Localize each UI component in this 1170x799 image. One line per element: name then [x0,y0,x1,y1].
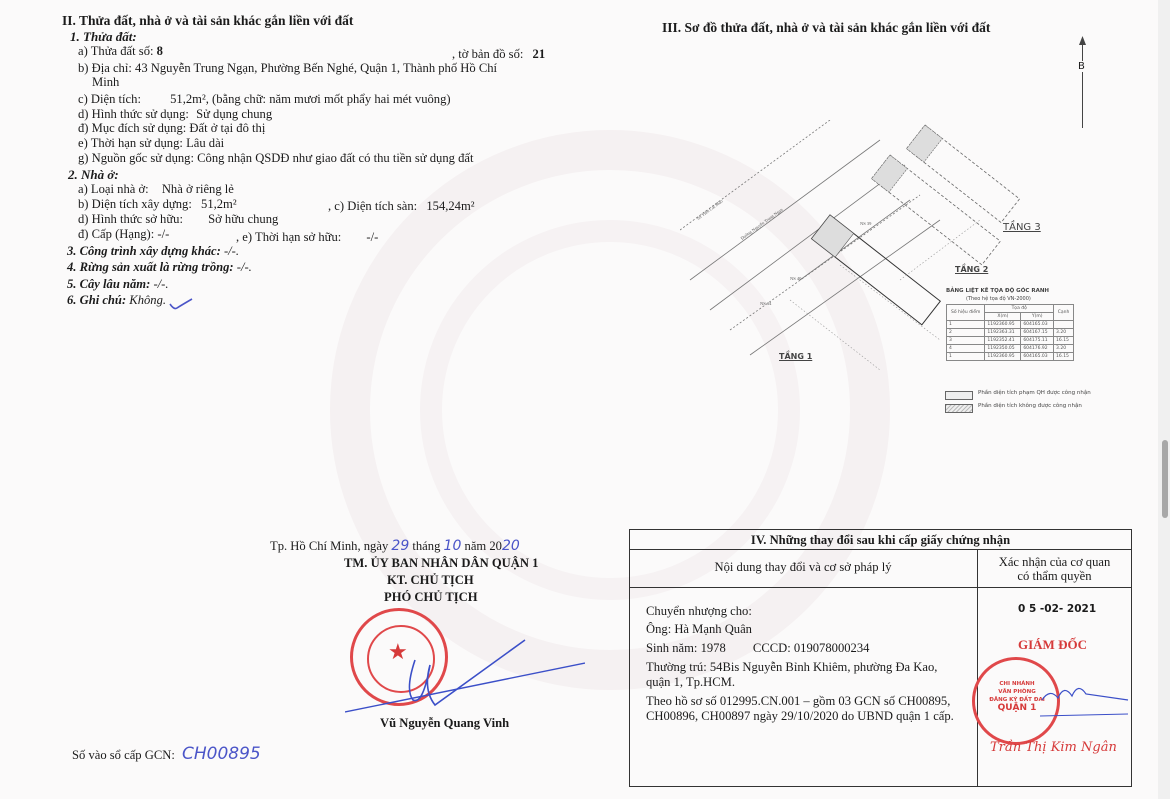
office-stamp-text: CHI NHÁNH VĂN PHÒNG ĐĂNG KÝ ĐẤT ĐAI QUẬN 1 [989,681,1045,713]
section3-title: III. Sơ đồ thửa đất, nhà ở và tài sản khác gắn liền với đất [662,20,991,35]
other-construction: 3. Công trình xây dựng khác: -/-. [67,244,240,258]
confirm-date: 0 5 -02- 2021 [1018,603,1097,615]
planted-forest: 4. Rừng sản xuất là rừng trồng: -/-. [67,260,252,274]
table-row: 2 1192363.31 604167.15 3.20 [947,329,1074,337]
usage-form: d) Hình thức sử dụng: Sử dụng chung [78,107,273,121]
north-arrow-icon [1078,36,1087,46]
north-label: B [1078,61,1085,72]
coord-table-subtitle: (Theo hệ tọa độ VN-2000) [966,296,1031,302]
land-area: c) Diện tích: 51,2m², (bằng chữ: năm mươi mốt phẩy hai mét vuông) [78,92,451,106]
section4-title: IV. Những thay đổi sau khi cấp giấy chứng nhận [750,533,1011,547]
svg-text:NS 39: NS 39 [860,221,872,226]
svg-text:Đường Nguyễn Trung Ngạn: Đường Nguyễn Trung Ngạn [739,206,784,241]
signer-role1: KT. CHỦ TỊCH [387,573,474,587]
gcn-registry-number: Số vào sổ cấp GCN: CH00895 [72,744,261,764]
address: b) Địa chỉ: 43 Nguyễn Trung Ngạn, Phường Bến Nghé, Quận 1, Thành phố Hồ Chí [78,61,498,75]
ownership-form: d) Hình thức sở hữu: Sở hữu chung [78,212,279,226]
transfer-line5: quận 1, Tp.HCM. [646,675,735,689]
address-line2: Minh [92,75,120,89]
scrollbar-thumb[interactable] [1162,440,1168,518]
perennial-trees: 5. Cây lâu năm: -/-. [67,277,169,291]
director-signature [1040,680,1130,720]
usage-purpose: đ) Mục đích sử dụng: Đất ở tại đô thị [78,121,266,135]
divider [629,549,1132,550]
vertical-scrollbar[interactable] [1158,0,1170,799]
divider [977,549,978,787]
signer-name: Vũ Nguyễn Quang Vinh [380,716,510,730]
transfer-line2: Ông: Hà Mạnh Quân [646,622,752,636]
col-header-content: Nội dung thay đổi và cơ sở pháp lý [714,560,892,574]
usage-term: e) Thời hạn sử dụng: Lâu dài [78,136,225,150]
floor3-label: TẦNG 3 [1003,222,1041,233]
ownership-term: , e) Thời hạn sở hữu: -/- [236,230,379,244]
star-emblem-icon: ★ [388,639,408,664]
transfer-line7: CH00896, CH00897 ngày 29/10/2020 do UBND quận 1 cấp. [646,709,954,723]
usage-origin: g) Nguồn gốc sử dụng: Công nhận QSDĐ như giao đất có thu tiền sử dụng đất [78,151,474,165]
col-header-confirm: Xác nhận của cơ quan có thẩm quyền [998,555,1111,584]
place-date: Tp. Hồ Chí Minh, ngày 29 tháng 10 năm 2020 [270,538,520,554]
floor-area: , c) Diện tích sàn: 154,24m² [328,199,475,213]
table-row: 1 1192360.95 604165.03 [947,321,1074,329]
section2-title: II. Thửa đất, nhà ở và tài sản khác gắn liền với đất [62,13,354,28]
map-sheet-number: , tờ bản đồ số: 21 [452,47,546,61]
house-heading: 2. Nhà ở: [68,167,119,182]
signer-role2: PHÓ CHỦ TỊCH [384,590,478,604]
parcel-number: a) Thửa đất số: 8 [78,44,163,58]
table-row: 4 1192350.05 604176.92 3.20 [947,345,1074,353]
svg-text:NS 40: NS 40 [790,276,802,281]
coord-table: Số hiệu điểm Tọa độ Cạnh X(m) Y(m) 1 1192360.95 604165.03 2 1192363.31 604167.15 3.20 3 1192352.41 604175.11 16.15 4 1192350.05 604176.92 3.20 1 1192360.95 604165.03 16.15 [946,304,1074,361]
divider [629,587,1132,588]
transfer-line1: Chuyển nhượng cho: [646,604,752,618]
floor1-label: TẦNG 1 [779,352,813,361]
legend-label-recognized: Phần diện tích phạm QH được công nhận [978,390,1091,396]
svg-text:Sn Viên Cát Mão: Sn Viên Cát Mão [695,198,724,221]
build-area: b) Diện tích xây dựng: 51,2m² [78,197,237,211]
svg-text:NS 34: NS 34 [760,301,772,306]
transfer-line3: Sinh năm: 1978 CCCD: 019078000234 [646,641,870,655]
floor2-label: TẦNG 2 [955,265,989,274]
north-arrow-line [1082,38,1083,128]
table-row: 1 1192360.95 604165.03 16.15 [947,353,1074,361]
issuing-org: TM. ỦY BAN NHÂN DÂN QUẬN 1 [344,556,539,570]
confirm-title: GIÁM ĐỐC [1018,637,1087,652]
land-heading: 1. Thửa đất: [70,29,137,44]
transfer-line4: Thường trú: 54Bis Nguyễn Bỉnh Khiêm, phường Đa Kao, [646,660,938,674]
signature-scribble [345,630,585,720]
legend-swatch-recognized [945,391,973,400]
house-grade: đ) Cấp (Hạng): -/- [78,227,170,241]
legend-label-unrecognized: Phần diện tích không được công nhận [978,403,1082,409]
table-row: 3 1192352.41 604175.11 16.15 [947,337,1074,345]
director-name: Trần Thị Kim Ngân [990,740,1117,755]
house-type: a) Loại nhà ở: Nhà ở riêng lẻ [78,182,234,196]
transfer-line6: Theo hồ sơ số 012995.CN.001 – gồm 03 GCN số CH00895, [646,694,951,708]
checkmark-icon [168,296,194,312]
coord-table-title: BẢNG LIỆT KÊ TỌA ĐỘ GÓC RANH [946,288,1050,294]
legend-swatch-unrecognized [945,404,973,413]
note: 6. Ghi chú: Không. [67,293,167,307]
